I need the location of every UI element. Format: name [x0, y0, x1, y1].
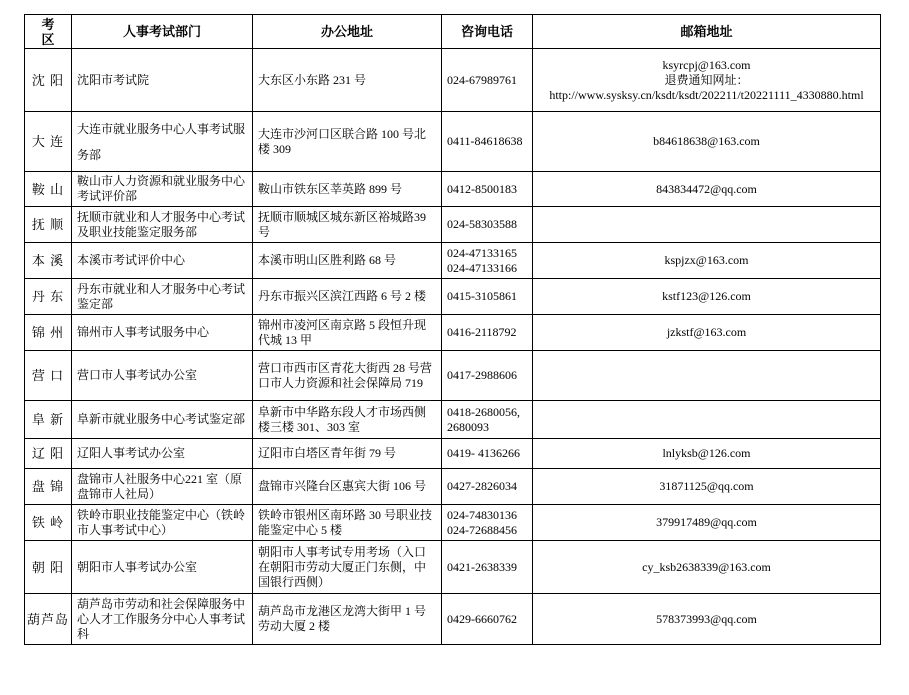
phone-number: 0421-2638339 [447, 559, 517, 574]
email-note: 退费通知网址： [664, 72, 749, 87]
table-row [25, 243, 881, 279]
address-cell: 辽阳市白塔区青年街 79 号 [253, 439, 442, 469]
phone-number: 024-58303588 [447, 217, 517, 231]
phone-cell [442, 401, 533, 439]
phone-number: 0417-2988606 [447, 368, 517, 382]
address-cell: 朝阳市人事考试专用考场（入口在朝阳市劳动大厦正门东侧，中国银行西侧） [253, 541, 442, 594]
email-address: lnlyksb@126.com [662, 446, 751, 460]
phone-cell [442, 279, 533, 315]
email-cell [533, 505, 881, 541]
table-row [25, 594, 881, 645]
header-address: 办公地址 [253, 15, 442, 49]
phone-cell [442, 439, 533, 469]
address-cell: 大连市沙河口区联合路 100 号北楼 309 [253, 112, 442, 172]
email-cell [533, 172, 881, 207]
table-row [25, 49, 881, 112]
region-cell: 阜 新 [25, 401, 72, 439]
phone-cell [442, 112, 533, 172]
phone-number: 0416-2118792 [447, 325, 517, 339]
email-cell [533, 401, 881, 439]
email-address: 379917489@qq.com [656, 515, 757, 529]
region-cell: 辽 阳 [25, 439, 72, 469]
email-cell [533, 439, 881, 469]
table-row [25, 401, 881, 439]
phone-cell [442, 207, 533, 243]
phone-number: 0412-8500183 [447, 181, 517, 196]
email-cell [533, 315, 881, 351]
department-cell: 铁岭市职业技能鉴定中心（铁岭市人事考试中心） [72, 505, 253, 541]
address-cell: 盘锦市兴隆台区惠宾大街 106 号 [253, 469, 442, 505]
phone-number: 0418-2680056, [447, 404, 520, 419]
department-cell: 朝阳市人事考试办公室 [72, 541, 253, 594]
header-email: 邮箱地址 [533, 15, 881, 49]
table-row [25, 315, 881, 351]
region-cell: 大 连 [25, 112, 72, 172]
region-cell: 本 溪 [25, 243, 72, 279]
department-cell: 锦州市人事考试服务中心 [72, 315, 253, 351]
email-note: http://www.sysksy.cn/ksdt/ksdt/202211/t20221111_4330880.html [549, 87, 864, 102]
email-address: b84618638@163.com [653, 134, 760, 148]
email-address: 31871125@qq.com [659, 479, 754, 493]
region-cell: 盘 锦 [25, 469, 72, 505]
phone-number: 2680093 [447, 419, 489, 434]
department-cell: 大连市就业服务中心人事考试服务部 [72, 112, 253, 172]
email-cell [533, 351, 881, 401]
phone-cell [442, 541, 533, 594]
email-address: kspjzx@163.com [664, 253, 749, 267]
table-row [25, 469, 881, 505]
table-row [25, 112, 881, 172]
region-cell: 朝 阳 [25, 541, 72, 594]
address-cell: 抚顺市顺城区城东新区裕城路39 号 [253, 207, 442, 243]
region-cell: 丹 东 [25, 279, 72, 315]
table-row [25, 279, 881, 315]
phone-number: 0429-6660762 [447, 611, 517, 626]
address-cell: 铁岭市银州区南环路 30 号职业技能鉴定中心 5 楼 [253, 505, 442, 541]
phone-number: 0415-3105861 [447, 289, 517, 303]
email-address: 578373993@qq.com [656, 611, 757, 626]
header-region [25, 15, 72, 49]
region-cell: 铁 岭 [25, 505, 72, 541]
department-cell: 营口市人事考试办公室 [72, 351, 253, 401]
table-row [25, 541, 881, 594]
email-cell [533, 469, 881, 505]
email-address: jzkstf@163.com [666, 325, 747, 339]
address-cell: 大东区小东路 231 号 [253, 49, 442, 112]
address-cell: 阜新市中华路东段人才市场西侧楼三楼 301、303 室 [253, 401, 442, 439]
department-cell: 沈阳市考试院 [72, 49, 253, 112]
department-cell: 本溪市考试评价中心 [72, 243, 253, 279]
email-cell [533, 207, 881, 243]
phone-cell [442, 172, 533, 207]
phone-cell [442, 351, 533, 401]
table-row [25, 505, 881, 541]
email-cell [533, 49, 881, 112]
phone-number: 024-72688456 [447, 522, 517, 537]
table-row [25, 439, 881, 469]
header-row [25, 15, 881, 49]
phone-cell [442, 505, 533, 541]
phone-cell [442, 594, 533, 645]
department-cell: 鞍山市人力资源和就业服务中心考试评价部 [72, 172, 253, 207]
address-cell: 葫芦岛市龙港区龙湾大街甲 1 号劳动大厦 2 楼 [253, 594, 442, 645]
region-cell: 沈 阳 [25, 49, 72, 112]
department-cell: 葫芦岛市劳动和社会保障服务中心人才工作服务分中心人事考试科 [72, 594, 253, 645]
phone-cell [442, 469, 533, 505]
region-cell: 抚 顺 [25, 207, 72, 243]
phone-cell [442, 243, 533, 279]
table-row [25, 207, 881, 243]
email-address: kstf123@126.com [662, 289, 751, 303]
email-cell [533, 594, 881, 645]
address-cell: 鞍山市铁东区莘英路 899 号 [253, 172, 442, 207]
table-row [25, 351, 881, 401]
email-address: 843834472@qq.com [656, 181, 757, 196]
region-cell: 锦 州 [25, 315, 72, 351]
phone-number: 0419- 4136266 [447, 446, 520, 460]
email-cell [533, 279, 881, 315]
phone-cell [442, 315, 533, 351]
address-cell: 营口市西市区青花大街西 28 号营口市人力资源和社会保障局 719 [253, 351, 442, 401]
phone-number: 024-47133166 [447, 260, 517, 275]
header-region-label: 考 区 [41, 16, 55, 47]
region-cell: 葫芦岛 [25, 594, 72, 645]
email-cell [533, 243, 881, 279]
address-cell: 本溪市明山区胜利路 68 号 [253, 243, 442, 279]
department-cell: 盘锦市人社服务中心221 室（原盘锦市人社局） [72, 469, 253, 505]
address-cell: 丹东市振兴区滨江西路 6 号 2 楼 [253, 279, 442, 315]
phone-number: 024-74830136 [447, 507, 517, 522]
department-cell: 阜新市就业服务中心考试鉴定部 [72, 401, 253, 439]
header-phone: 咨询电话 [442, 15, 533, 49]
email-cell [533, 112, 881, 172]
table-row [25, 172, 881, 207]
region-cell: 鞍 山 [25, 172, 72, 207]
phone-number: 024-67989761 [447, 72, 517, 87]
phone-number: 024-47133165 [447, 245, 517, 260]
email-address: cy_ksb2638339@163.com [642, 559, 771, 574]
address-cell: 锦州市凌河区南京路 5 段恒升现代城 13 甲 [253, 315, 442, 351]
region-cell: 营 口 [25, 351, 72, 401]
department-cell: 抚顺市就业和人才服务中心考试及职业技能鉴定服务部 [72, 207, 253, 243]
exam-contact-table [24, 14, 881, 645]
email-address: ksyrcpj@163.com [662, 57, 751, 72]
department-cell: 丹东市就业和人才服务中心考试鉴定部 [72, 279, 253, 315]
header-department: 人事考试部门 [72, 15, 253, 49]
phone-number: 0411-84618638 [447, 134, 523, 148]
email-cell [533, 541, 881, 594]
phone-cell [442, 49, 533, 112]
department-cell: 辽阳人事考试办公室 [72, 439, 253, 469]
phone-number: 0427-2826034 [447, 479, 517, 493]
